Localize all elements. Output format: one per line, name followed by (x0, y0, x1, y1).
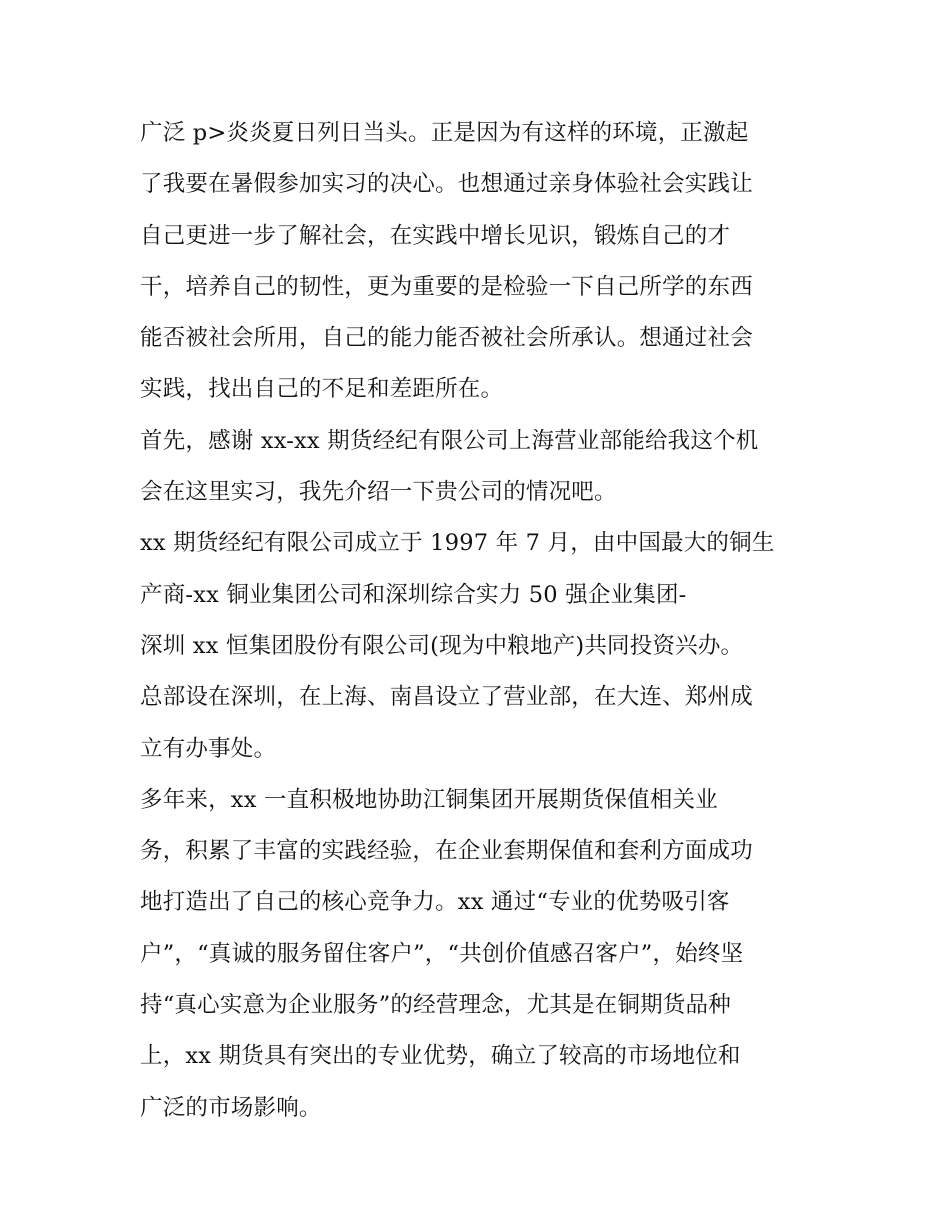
text-line: 广泛的市场影响。 (140, 1094, 322, 1121)
text-line: 地打造出了自己的核心竞争力。xx 通过“专业的优势吸引客 (140, 889, 730, 916)
text-line: 深圳 xx 恒集团股份有限公司(现为中粮地产)共同投资兴办。 (140, 632, 744, 659)
text-line: 总部设在深圳，在上海、南昌设立了营业部，在大连、郑州成 (140, 684, 753, 711)
body-text (140, 108, 820, 1134)
text-line: 了我要在暑假参加实习的决心。也想通过亲身体验社会实践让 (140, 171, 753, 198)
text-line: 实践，找出自己的不足和差距所在。 (140, 376, 504, 403)
text-line: 多年来，xx 一直积极地协助江铜集团开展期货保值相关业 (140, 786, 718, 813)
text-line: 广泛 p>炎炎夏日列日当头。正是因为有这样的环境，正激起 (140, 120, 749, 146)
text-line: 自己更进一步了解社会，在实践中增长见识，锻炼自己的才 (140, 222, 731, 249)
text-line: 户”，“真诚的服务留住客户”，“共创价值感召客户”，始终坚 (140, 940, 744, 967)
text-line: 首先，感谢 xx-xx 期货经纪有限公司上海营业部能给我这个机 (140, 427, 759, 454)
text-line: 立有办事处。 (140, 735, 277, 762)
text-line: 产商-xx 铜业集团公司和深圳综合实力 50 强企业集团- (140, 581, 687, 608)
text-line: 能否被社会所用，自己的能力能否被社会所承认。想通过社会 (140, 325, 753, 352)
text-line: 持“真心实意为企业服务”的经营理念，尤其是在铜期货品种 (140, 992, 731, 1019)
text-line: 上，xx 期货具有突出的专业优势，确立了较高的市场地位和 (140, 1043, 741, 1070)
text-line: 会在这里实习，我先介绍一下贵公司的情况吧。 (140, 479, 617, 506)
text-line: 干，培养自己的韧性，更为重要的是检验一下自己所学的东西 (140, 273, 753, 300)
text-line: 务，积累了丰富的实践经验，在企业套期保值和套利方面成功 (140, 838, 753, 865)
text-line: xx 期货经纪有限公司成立于 1997 年 7 月，由中国最大的铜生 (140, 530, 775, 557)
